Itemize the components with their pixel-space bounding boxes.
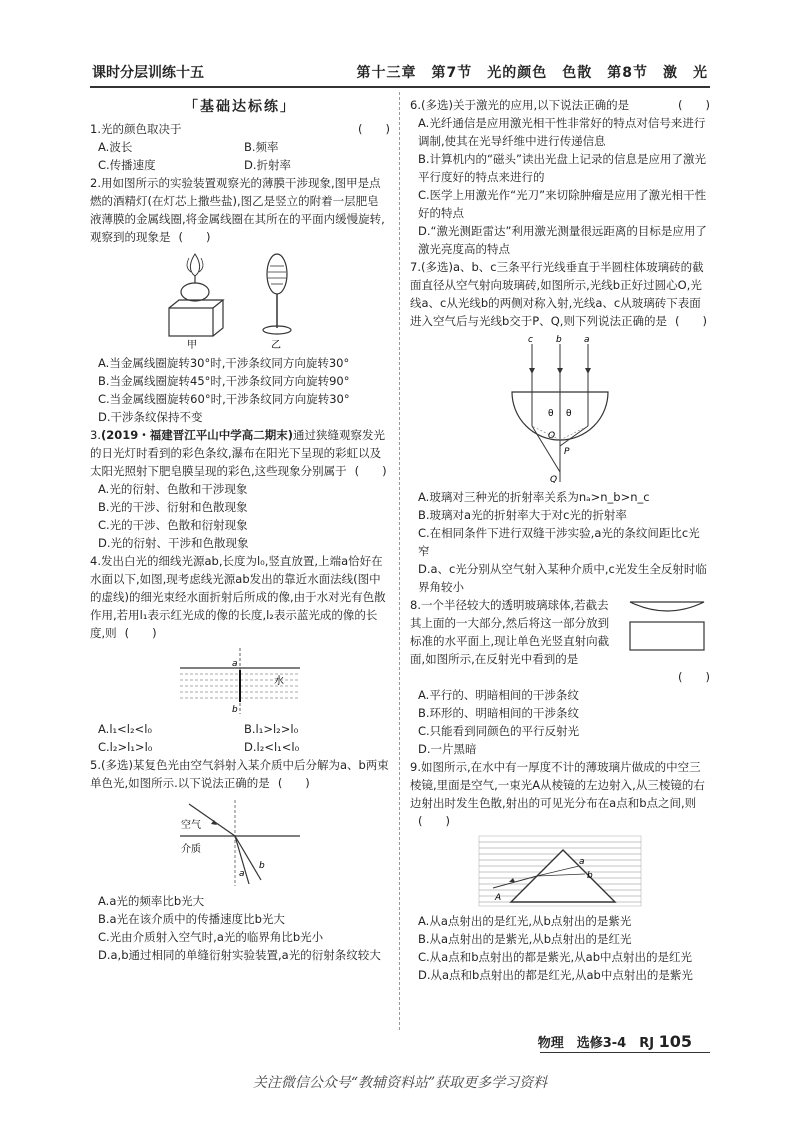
q4-option-c: C.l₂>l₁>l₀ — [98, 740, 153, 754]
q8-answer-paren: ( ) — [678, 670, 710, 684]
header-left: 课时分层训练十五 — [92, 65, 204, 81]
q7-label-Q: Q — [550, 475, 558, 484]
q6-option-b: B.计算机内的“磁头”读出光盘上记录的信息是应用了激光平行度好的特点来进行的 — [418, 152, 706, 184]
q9-figure — [410, 834, 710, 908]
q5-stem: 5.(多选)某复色光由空气斜射入某介质中后分解为a、b两束单色光,如图所示.以下说法正确的是 — [90, 758, 389, 790]
header-right: 第十三章 第7节 光的颜色 色散 第8节 激 光 — [356, 65, 708, 81]
question-5 — [90, 756, 390, 964]
q5-figure — [90, 796, 390, 888]
left-column — [90, 96, 390, 964]
q8-diagram — [624, 596, 710, 654]
q2-answer-paren: ( ) — [178, 230, 211, 244]
q4-figure — [90, 646, 390, 716]
q5-diagram — [175, 796, 305, 888]
footer-rule — [540, 1052, 710, 1053]
q5-label-medium: 介质 — [181, 844, 201, 855]
footer-subject: 物理 选修3-4 RJ — [537, 1036, 655, 1051]
page-number: 105 — [658, 1032, 692, 1051]
q9-option-a: A.从a点射出的是红光,从b点射出的是紫光 — [418, 914, 632, 928]
q9-stem: 9.如图所示,在水中有一厚度不计的薄玻璃片做成的中空三棱镜,里面是空气,一束光A从棱镜的左边射入,从三棱镜的右边射出时发生色散,射出的可见光分布在a点和b点之间,则 — [410, 760, 705, 810]
footer-tag — [538, 1032, 692, 1051]
header-rule — [90, 86, 710, 88]
q4-option-d: D.l₂<l₁<l₀ — [244, 740, 300, 754]
q6-option-a: A.光纤通信是应用激光相干性非常好的特点对信号来进行调制,使其在光导纤维中进行传递信息 — [418, 116, 706, 148]
q9-label-a: a — [579, 857, 585, 867]
q7-diagram — [490, 334, 630, 484]
question-6 — [410, 96, 710, 258]
q8-option-b: B.环形的、明暗相间的干涉条纹 — [418, 706, 580, 720]
q8-stem: 8.一个半径较大的透明玻璃球体,若截去其上面的一大部分,然后将这一部分放到标准的水平面上,现让单色光竖直射向截面,如图所示,在反射光中看到的是 — [410, 598, 610, 666]
q1-option-a: A.波长 — [98, 140, 133, 154]
q7-answer-paren: ( ) — [674, 314, 707, 328]
q9-answer-paren: ( ) — [418, 814, 450, 828]
question-8 — [410, 596, 710, 758]
q2-option-d: D.干涉条纹保持不变 — [98, 410, 203, 424]
q5-option-d: D.a,b通过相同的单缝衍射实验装置,a光的衍射条纹较大 — [98, 948, 381, 962]
q4-label-water: 水 — [274, 676, 284, 687]
q2-stem: 2.用如图所示的实验装置观察光的薄膜干涉现象,图甲是点燃的酒精灯(在灯芯上撒些盐),图乙是竖立的附着一层肥皂液薄膜的金属线圈,将金属线圈在其所在的平面内缓慢旋转,观察到的现象是 — [90, 176, 385, 244]
q6-option-c: C.医学上用激光作“光刀”来切除肿瘤是应用了激光相干性好的特点 — [418, 188, 707, 220]
q9-label-A: A — [495, 893, 502, 903]
q1-stem: 1.光的颜色取决于 — [90, 122, 182, 136]
q7-label-theta-right: θ — [566, 409, 572, 419]
q5-option-b: B.a光在该介质中的传播速度比b光大 — [98, 912, 285, 926]
q6-option-d: D.“激光测距雷达”利用激光测量很远距离的目标是应用了激光亮度高的特点 — [418, 224, 707, 256]
question-1 — [90, 120, 390, 174]
q5-label-air: 空气 — [181, 820, 201, 831]
q7-label-theta-left: θ — [548, 409, 554, 419]
q7-option-d: D.a、c光分别从空气射入某种介质中,c光发生全反射时临界角较小 — [418, 562, 707, 594]
q9-label-b: b — [587, 871, 593, 881]
q9-diagram — [475, 834, 645, 908]
q6-stem: 6.(多选)关于激光的应用,以下说法正确的是 — [410, 98, 630, 112]
question-3 — [90, 426, 390, 552]
q3-stem: 通过狭缝观察发光的日光灯时看到的彩色条纹,瀑布在阳光下呈现的彩虹以及太阳光照射下肥皂膜呈现的彩色,这些现象分别属于 — [90, 428, 386, 478]
q3-option-b: B.光的干涉、衍射和色散现象 — [98, 500, 248, 514]
q4-option-b: B.l₁>l₂>l₀ — [244, 722, 299, 736]
q4-answer-paren: ( ) — [124, 626, 157, 640]
q5-answer-paren: ( ) — [277, 776, 310, 790]
q3-option-a: A.光的衍射、色散和干涉现象 — [98, 482, 248, 496]
question-4 — [90, 552, 390, 756]
question-9 — [410, 758, 710, 984]
q1-option-c: C.传播速度 — [98, 158, 156, 172]
q2-diagram — [155, 250, 325, 350]
question-7 — [410, 258, 710, 596]
q5-option-c: C.光由介质射入空气时,a光的临界角比b光小 — [98, 930, 324, 944]
q1-option-d: D.折射率 — [244, 158, 292, 172]
q5-label-b: b — [259, 861, 265, 871]
q2-label-jia: 甲 — [187, 340, 197, 350]
q9-option-d: D.从a点和b点射出的都是红光,从ab中点射出的是紫光 — [418, 968, 693, 982]
q3-source: (2019・福建晋江平山中学高二期末) — [100, 428, 294, 442]
q7-option-b: B.玻璃对a光的折射率大于对c光的折射率 — [418, 508, 627, 522]
q1-option-b: B.频率 — [244, 140, 279, 154]
q9-option-c: C.从a点和b点射出的都是紫光,从ab中点射出的是红光 — [418, 950, 693, 964]
q2-option-b: B.当金属线圈旋转45°时,干涉条纹同方向旋转90° — [98, 374, 350, 388]
q3-option-d: D.光的衍射、干涉和色散现象 — [98, 536, 249, 550]
q6-answer-paren: ( ) — [678, 98, 710, 112]
q4-label-a: a — [232, 659, 238, 669]
q3-option-c: C.光的干涉、色散和衍射现象 — [98, 518, 248, 532]
q5-option-a: A.a光的频率比b光大 — [98, 894, 205, 908]
q8-option-c: C.只能看到同颜色的平行反射光 — [418, 724, 580, 738]
q7-option-c: C.在相同条件下进行双缝干涉实验,a光的条纹间距比c光窄 — [418, 526, 700, 558]
q7-label-b: b — [556, 335, 562, 345]
q7-option-a: A.玻璃对三种光的折射率关系为nₐ>n_b>n_c — [418, 490, 650, 504]
column-divider — [399, 92, 400, 1030]
q3-answer-paren: ( ) — [354, 464, 387, 478]
q5-label-a: a — [239, 869, 245, 879]
q2-figure — [90, 250, 390, 350]
q7-label-a: a — [584, 335, 590, 345]
q2-option-c: C.当金属线圈旋转60°时,干涉条纹同方向旋转30° — [98, 392, 350, 406]
q3-number: 3. — [90, 428, 101, 442]
question-2 — [90, 174, 390, 426]
q1-answer-paren: ( ) — [358, 122, 390, 136]
q7-label-c: c — [528, 335, 533, 345]
q2-label-yi: 乙 — [271, 340, 281, 350]
q7-stem: 7.(多选)a、b、c三条平行光线垂直于半圆柱体玻璃砖的截面直径从空气射向玻璃砖,如图所示,光线b正好过圆心O,光线a、c从光线b的两侧对称入射,光线a、c从玻璃砖下表面进入空气后与光线b交于P、Q,则下列说法正确的是 — [410, 260, 704, 328]
section-title: 「基础达标练」 — [184, 99, 296, 115]
q8-option-a: A.平行的、明暗相间的干涉条纹 — [418, 688, 579, 702]
q4-diagram — [170, 646, 310, 716]
q7-label-O: O — [548, 431, 556, 441]
q4-label-b: b — [232, 705, 238, 715]
q7-figure — [410, 334, 710, 484]
right-column — [410, 96, 710, 984]
q2-option-a: A.当金属线圈旋转30°时,干涉条纹同方向旋转30° — [98, 356, 350, 370]
q4-option-a: A.l₁<l₂<l₀ — [98, 722, 153, 736]
q7-label-P: P — [564, 447, 570, 457]
q8-option-d: D.一片黑暗 — [418, 742, 477, 756]
q4-stem: 4.发出白光的细线光源ab,长度为l₀,竖直放置,上端a恰好在水面以下,如图,现考虑线光源ab发出的靠近水面法线(图中的虚线)的细光束经水面折射后所成的像,由于水对光有色散作用,若用l₁表示红光成的像的长度,l₂表示蓝光成的像的长度,则 — [90, 554, 386, 640]
q9-option-b: B.从a点射出的是紫光,从b点射出的是红光 — [418, 932, 632, 946]
bottom-note: 关注微信公众号“教辅资料站”获取更多学习资料 — [252, 1075, 548, 1091]
